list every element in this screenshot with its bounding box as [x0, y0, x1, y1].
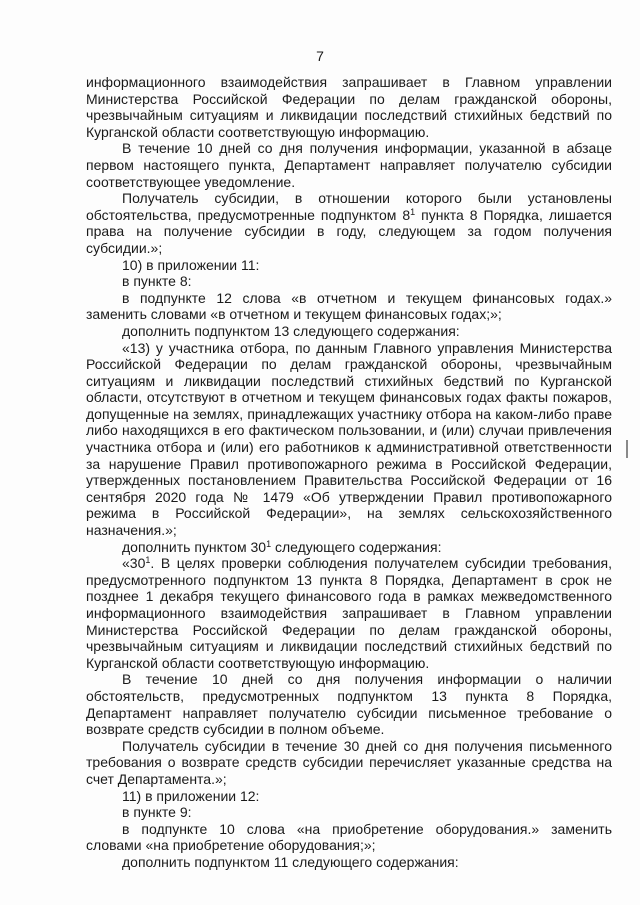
paragraph: Получатель субсидии в течение 30 дней со дня получения письменного требования о возврате средств субсидии перечисляет указанные средства на счет Департамента.»; [86, 737, 612, 787]
paragraph: В течение 10 дней со дня получения информации, указанной в абзаце первом настоящего пункта, Департамент направляет получателю субсидии соответствующее уведомление. [86, 140, 612, 190]
paragraph: 11) в приложении 12: [122, 787, 260, 804]
document-body [86, 74, 612, 871]
paragraph: 10) в приложении 11: [122, 256, 260, 273]
paragraph: Получатель субсидии, в отношении которого были установлены обстоятельства, предусмотренные подпунктом $8^1$ пункта 8 Порядка, лишается права на получение субсидии в году, следующем за годом получения субсидии.»; [86, 190, 612, 256]
paragraph: «13) у участника отбора, по данным Главного управления Министерства Российской Федерации по делам гражданской обороны, чрезвычайным ситуациям и ликвидации последствий стихийных бедствий по Курганской области, отсутствуют в отчетном и текущем финансовых годах факты пожаров, допущенные на землях, принадлежащих участнику отбора на каком-либо праве либо находящихся в его фактическом пользовании, и (или) случаи привлечения участника отбора и (или) его работников к административной ответственности за нарушение Правил противопожарного режима в Российской Федерации, утвержденных постановлением Правительства Российской Федерации от 16 сентября 2020 года № 1479 «Об утверждении Правил противопожарного режима в Российской Федерации», на землях сельскохозяйственного назначения.»; [86, 339, 612, 539]
paragraph: «$30^1$. В целях проверки соблюдения получателем субсидии требования, предусмотренного подпунктом 13 пункта 8 Порядка, Департамент в срок не позднее 1 декабря текущего финансового года в рамках межведомственного информационного взаимодействия запрашивает в Главном управлении Министерства Российской Федерации по делам гражданской обороны, чрезвычайным ситуациям и ликвидации последствий стихийных бедствий по Курганской области соответствующую информацию. [86, 555, 612, 671]
paragraph: дополнить подпунктом 13 следующего содержания: [122, 322, 460, 339]
scan-margin-mark [626, 440, 628, 458]
paragraph: дополнить подпунктом 11 следующего содержания: [122, 853, 459, 870]
paragraph: дополнить пунктом $30^1$ следующего содержания: [122, 538, 442, 555]
superscript: 1 [266, 538, 272, 549]
paragraph: в пункте 9: [122, 804, 192, 821]
paragraph: в подпункте 10 слова «на приобретение оборудования.» заменить словами «на приобретение оборудования;»; [86, 820, 612, 854]
paragraph: информационного взаимодействия запрашивает в Главном управлении Министерства Российской Федерации по делам гражданской обороны, чрезвычайным ситуациям и ликвидации последствий стихийных бедствий по Курганской области соответствующую информацию. [86, 74, 612, 140]
page-number: 7 [316, 48, 324, 64]
paragraph: В течение 10 дней со дня получения информации о наличии обстоятельств, предусмотренных подпунктом 13 пункта 8 Порядка, Департамент направляет получателю субсидии письменное требование о возврате средств субсидии в полном объеме. [86, 671, 612, 738]
superscript: 1 [410, 206, 416, 217]
superscript: 1 [145, 555, 151, 566]
paragraph: в пункте 8: [122, 273, 192, 290]
paragraph: в подпункте 12 слова «в отчетном и текущем финансовых годах.» заменить словами «в отчетном и текущем финансовых годах;»; [86, 289, 612, 323]
